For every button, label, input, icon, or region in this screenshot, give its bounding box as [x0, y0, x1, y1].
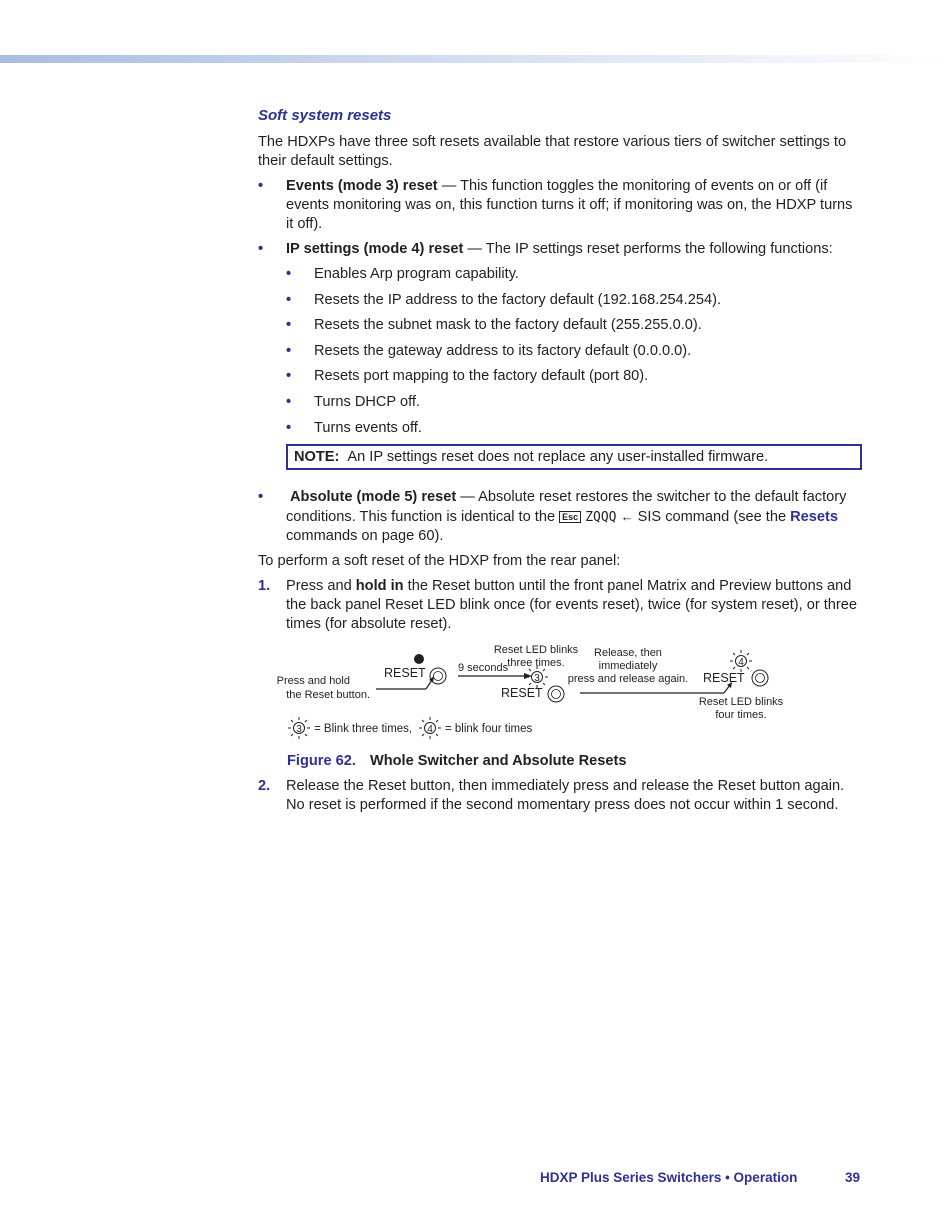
step-1-bold: hold in [355, 578, 404, 595]
ip-sub-item [258, 316, 862, 335]
legend-three-digit: 3 [296, 724, 302, 736]
ip-sub-item-text: Resets the gateway address to its factory default (0.0.0.0). [314, 342, 692, 359]
diagram-reset-label-3: RESET [703, 671, 745, 686]
step-1-text: Press and [286, 578, 356, 595]
diagram-press-hold-2: the Reset button. [286, 689, 370, 702]
esc-key-icon: Esc [559, 511, 581, 523]
diagram-reset-label-2: RESET [501, 686, 543, 701]
absolute-reset-label: Absolute (mode 5) reset [290, 489, 457, 506]
note-box [286, 444, 862, 470]
legend-four-text: = blink four times [445, 723, 533, 736]
bullet-icon: • [286, 266, 292, 282]
section-title: Soft system resets [258, 107, 392, 124]
step-1 [258, 577, 862, 634]
diagram-reset-label-1: RESET [384, 666, 426, 681]
diagram-release-2: immediately [598, 660, 658, 673]
ip-sub-item [258, 265, 862, 284]
events-reset-text: — This function toggles the monitoring of events on or off (if events monitoring was on, this function turns it off; if monitoring was on, the HDXP turns it off). [286, 178, 853, 232]
page-number: 39 [844, 1170, 860, 1185]
sis-command: ZQQQ [585, 510, 617, 526]
figure-label: Figure 62. [287, 753, 356, 770]
reset-button-icon [752, 670, 768, 686]
footer-title: HDXP Plus Series Switchers • Operation [540, 1170, 798, 1185]
led-on-icon [414, 654, 424, 664]
ip-sub-item-text: Resets the subnet mask to the factory default (255.255.0.0). [314, 317, 702, 334]
bullet-icon: • [286, 291, 292, 308]
diagram-press-hold-1: Press and hold [276, 675, 350, 688]
reset-button-icon [548, 686, 564, 702]
diagram-nine-seconds: 9 seconds [458, 662, 509, 675]
bullet-icon: • [286, 393, 292, 410]
blink-four-digit: 4 [738, 657, 744, 669]
ip-sub-item [258, 291, 862, 310]
page-footer [540, 1170, 862, 1185]
arrowhead-icon [524, 673, 532, 679]
reset-button-icon [430, 668, 446, 684]
ip-sub-item [258, 419, 862, 438]
list-item-events-reset [258, 177, 862, 234]
figure-caption [258, 752, 862, 771]
reset-diagram [258, 642, 862, 752]
step-1-text-2: the Reset button until the front panel Matrix and Preview buttons and the back panel Reset LED blink once (for events reset), twice (for system reset), or three times (for absolute reset). [286, 578, 858, 633]
ip-sub-item-text: Resets port mapping to the factory default (port 80). [314, 368, 649, 385]
page-content [258, 106, 862, 821]
ip-sub-item-text: Turns events off. [314, 419, 422, 436]
list-item-absolute-reset [258, 488, 862, 546]
diagram-blinks3-1: Reset LED blinks [493, 643, 579, 656]
absolute-reset-text-2: SIS command (see the [633, 509, 791, 526]
ip-sub-item [258, 342, 862, 361]
legend-four-digit: 4 [427, 724, 433, 736]
diagram-blinks4-2: four times. [715, 709, 767, 722]
events-reset-label: Events (mode 3) reset [286, 178, 438, 194]
step-2 [258, 777, 862, 815]
step-2-text: Release the Reset button, then immediately press and release the Reset button again. No reset is performed if the second momentary press does not occur within 1 second. [286, 778, 845, 814]
bullet-icon: • [258, 489, 264, 506]
bullet-icon: • [286, 317, 292, 334]
step-number: 2. [258, 778, 271, 795]
reset-button-inner-icon [434, 672, 443, 681]
arrow-line [426, 680, 432, 689]
ip-sub-item-text: Resets the IP address to the factory default (192.168.254.254). [314, 291, 721, 308]
ip-reset-label: IP settings (mode 4) reset [286, 241, 464, 257]
bullet-icon: • [286, 368, 292, 385]
ip-sub-item [258, 393, 862, 412]
diagram-blinks3-2: three times. [507, 656, 565, 669]
intro-paragraph: The HDXPs have three soft resets available that restore various tiers of switcher settings to their default settings. [258, 134, 847, 169]
absolute-reset-text: — Absolute reset restores the switcher to the default factory conditions. This function is identical to the [286, 489, 847, 526]
reset-button-inner-icon [756, 674, 765, 683]
ip-sub-item [258, 367, 862, 386]
ip-reset-text: — The IP settings reset performs the following functions: [463, 241, 833, 257]
reset-button-inner-icon [552, 690, 561, 699]
absolute-reset-text-3: commands on page 60). [286, 528, 444, 545]
header-band [0, 55, 950, 63]
bullet-icon: • [286, 342, 292, 359]
bullet-icon: • [286, 419, 292, 436]
diagram-release-3: press and release again. [567, 673, 689, 686]
step-number: 1. [258, 578, 271, 595]
note-text: An IP settings reset does not replace any user-installed firmware. [347, 449, 769, 466]
ip-sub-item-text: Enables Arp program capability. [314, 266, 519, 282]
diagram-release-1: Release, then [594, 647, 662, 660]
note-label: NOTE: [294, 449, 340, 466]
bullet-icon: • [258, 241, 264, 257]
blink-three-digit: 3 [534, 673, 540, 685]
legend-three-text: = Blink three times, [314, 723, 413, 736]
figure-title: Whole Switcher and Absolute Resets [369, 753, 627, 770]
procedure-intro: To perform a soft reset of the HDXP from the rear panel: [258, 553, 621, 570]
bullet-icon: • [258, 178, 264, 194]
enter-arrow-icon: ← [620, 509, 634, 525]
diagram-blinks4-1: Reset LED blinks [698, 696, 784, 709]
resets-link[interactable]: Resets [790, 509, 839, 526]
list-item-ip-reset [258, 240, 862, 259]
ip-sub-item-text: Turns DHCP off. [314, 393, 420, 410]
